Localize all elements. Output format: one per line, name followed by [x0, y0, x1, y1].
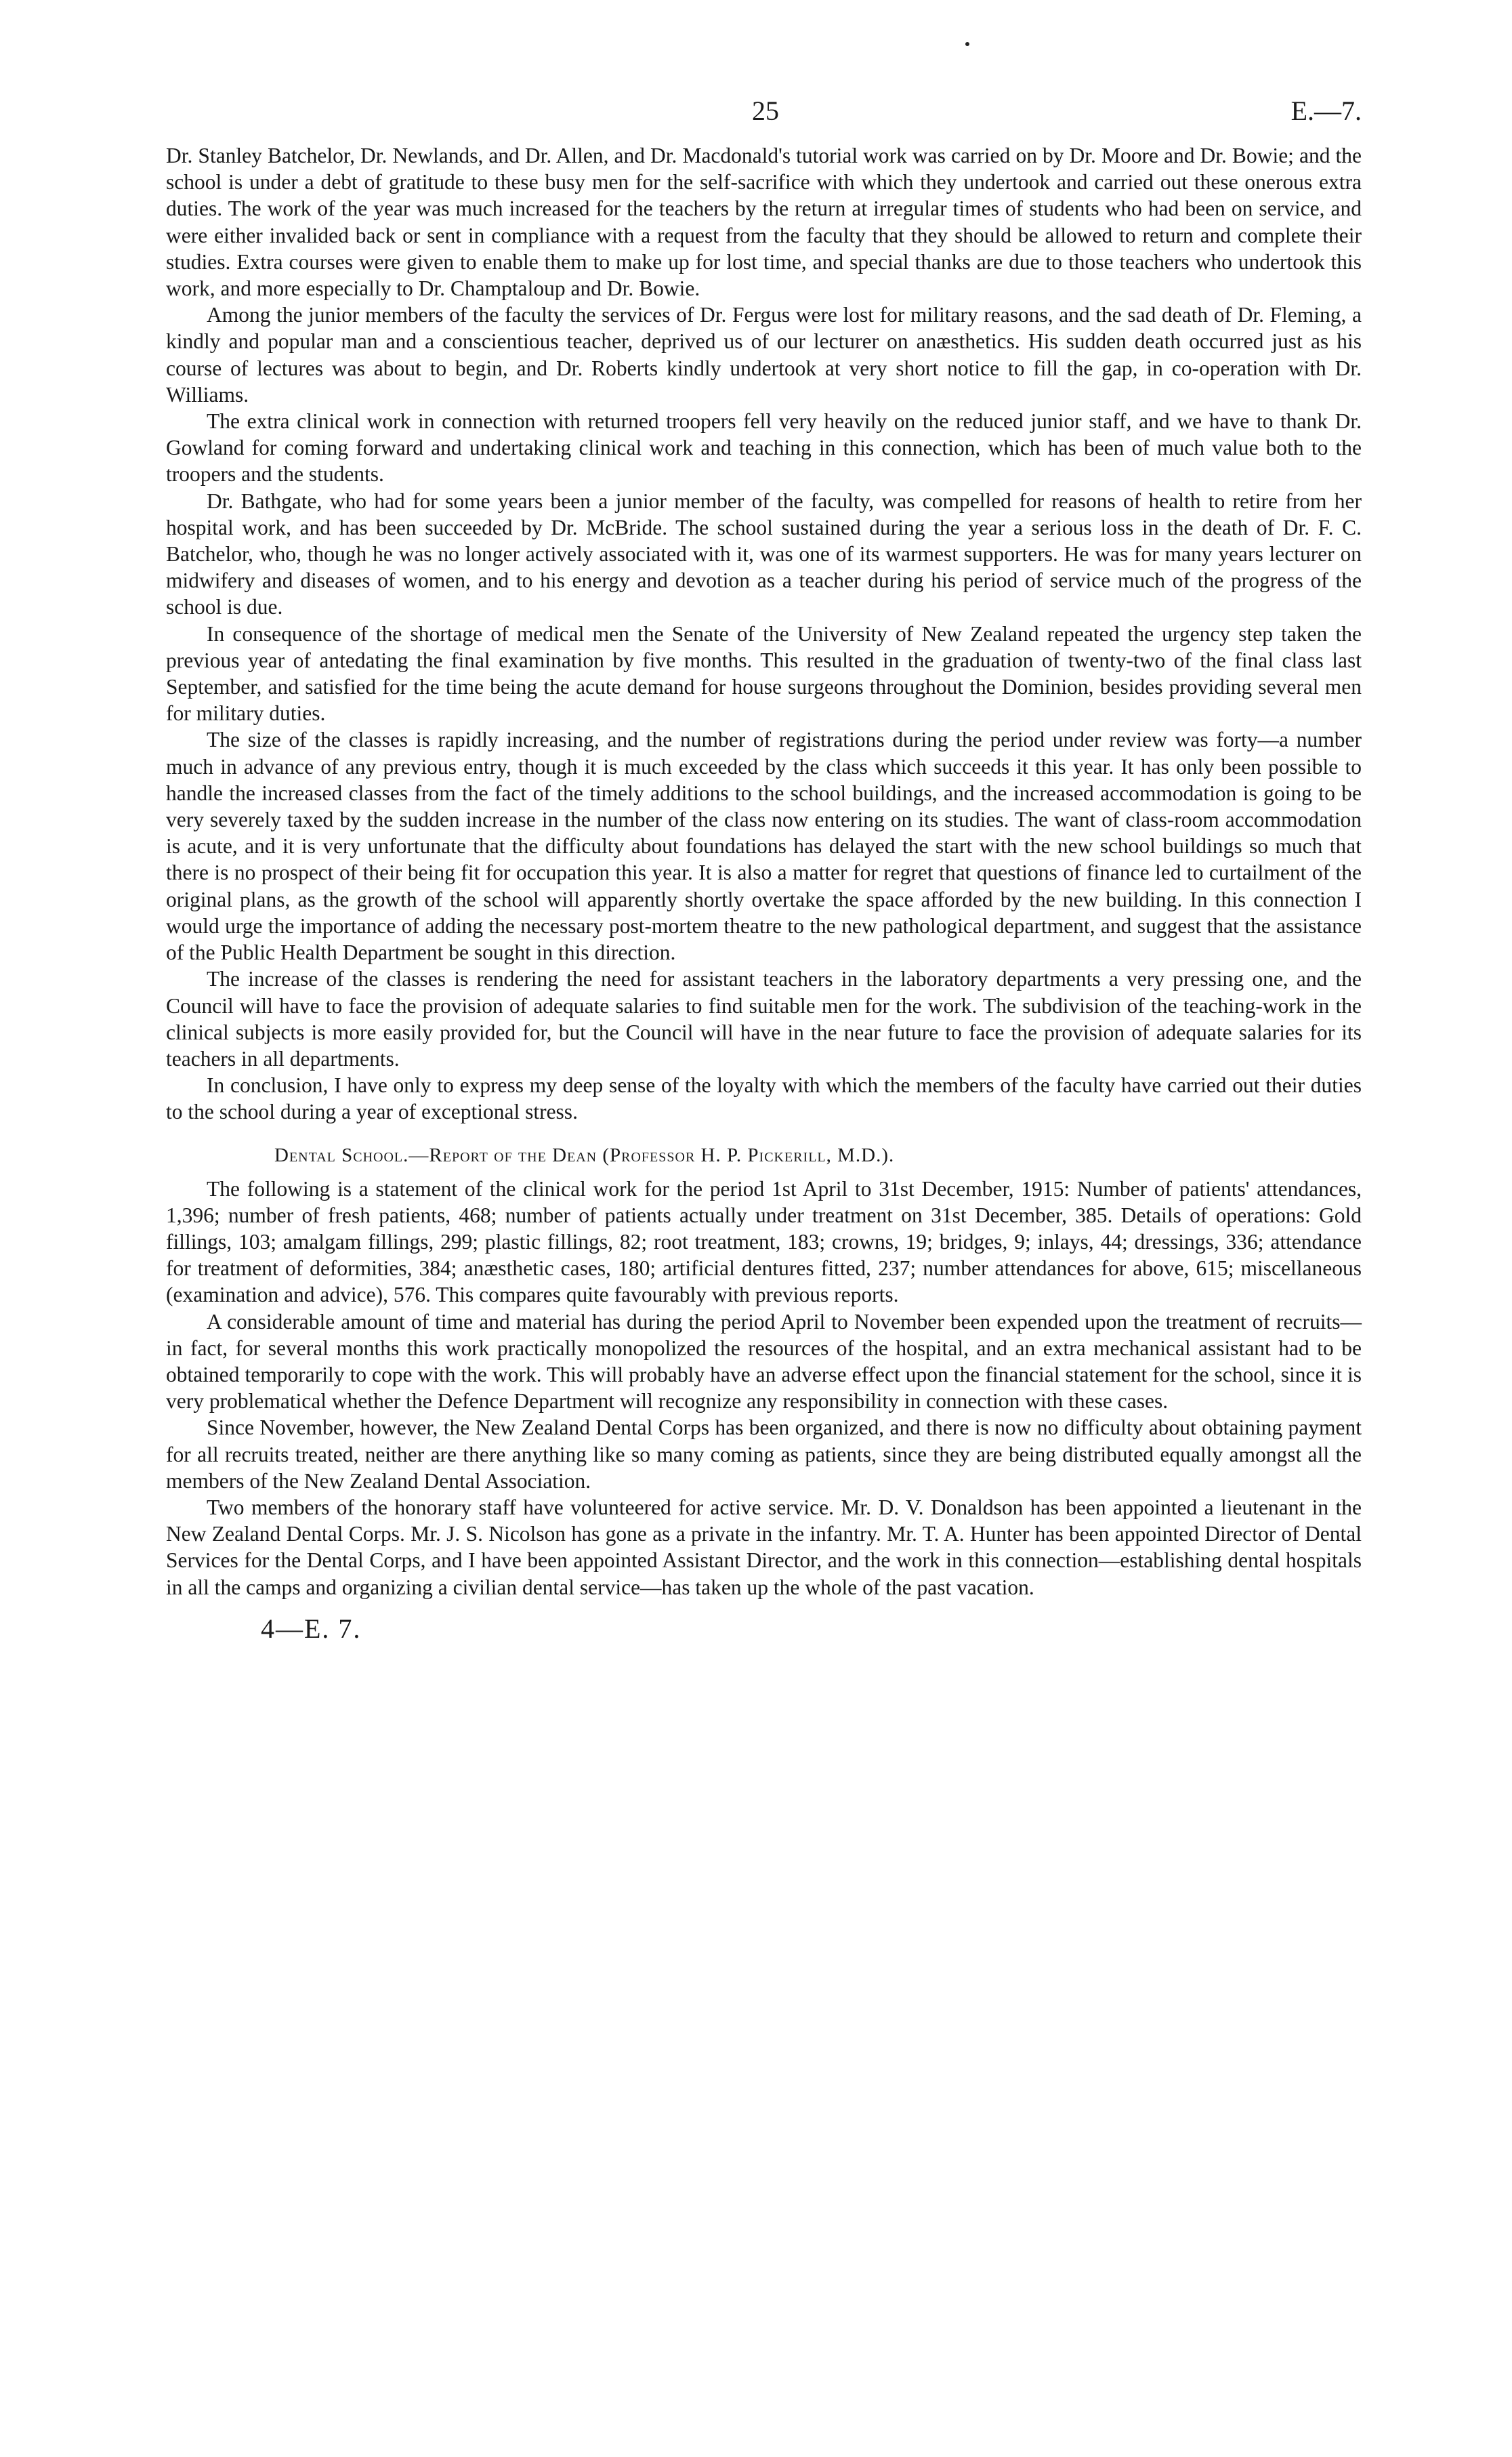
page-number: 25: [752, 96, 779, 126]
paragraph: The size of the classes is rapidly increasing, and the number of registrations during the period under review was forty—a number much in advance of any previous entry, though it is much exceeded by the class which succeeds it this year. It has only been possible to handle the increased classes from the fact of the timely additions to the school buildings, and the increased accommodation is going to be very severely taxed by the sudden increase in the number of the class now entering on its studies. The want of class-room accommodation is acute, and it is very unfortunate that the difficulty about foundations has delayed the start with the new school buildings so much that there is no prospect of their being fit for occupation this year. It is also a matter for regret that questions of finance led to curtailment of the original plans, as the growth of the school will apparently shortly overtake the space afforded by the new building. In this connection I would urge the importance of adding the necessary post-mortem theatre to the new pathological department, and suggest that the assistance of the Public Health Department be sought in this direction.: [166, 728, 1362, 965]
paragraph: In consequence of the shortage of medical men the Senate of the University of New Zealand repeated the urgency step taken the previous year of antedating the final examination by five months. This resulted in the graduation of twenty-two of the final class last September, and satisfied for the time being the acute demand for house surgeons throughout the Dominion, besides providing several men for military duties.: [166, 621, 1362, 726]
series-code: E.—7.: [1290, 96, 1362, 126]
paragraph: A considerable amount of time and material has during the period April to November been expended upon the treatment of recruits—in fact, for several months this work practically monopolized the resources of the hospital, and an extra mechanical assistant had to be obtained temporarily to cope with the work. This will probably have an adverse effect upon the financial statement for the school, since it is very problematical whether the Defence Department will recognize any responsibility in connection with these cases.: [166, 1309, 1362, 1413]
paragraph: In conclusion, I have only to express my deep sense of the loyalty with which the members of the faculty have carried out their duties to the school during a year of exceptional stress.: [166, 1073, 1362, 1124]
dental-school-section: [166, 1176, 1362, 1601]
page-header: [166, 95, 1362, 142]
document-page: [166, 95, 1362, 1645]
paragraph: The extra clinical work in connection with returned troopers fell very heavily on the reduced junior staff, and we have to thank Dr. Gowland for coming forward and undertaking clinical work and teaching in this connection, which has been of much value both to the troopers and the students.: [166, 409, 1362, 487]
paragraph: Two members of the honorary staff have volunteered for active service. Mr. D. V. Donaldson has been appointed a lieutenant in the New Zealand Dental Corps. Mr. J. S. Nicolson has gone as a private in the infantry. Mr. T. A. Hunter has been appointed Director of Dental Services for the Dental Corps, and I have been appointed Assistant Director, and the work in this connection—establishing dental hospitals in all the camps and organizing a civilian dental service—has taken up the whole of the past vacation.: [166, 1495, 1362, 1599]
stray-ink-mark: [965, 42, 969, 46]
paragraph: Dr. Stanley Batchelor, Dr. Newlands, and Dr. Allen, and Dr. Macdonald's tutorial work was carried on by Dr. Moore and Dr. Bowie; and the school is under a debt of gratitude to these busy men for the self-sacrifice with which they undertook and carried out these onerous extra duties. The work of the year was much increased for the teachers by the return at irregular times of students who had been on service, and were either invalided back or sent in compliance with a request from the faculty that they should be allowed to return and complete their studies. Extra courses were given to enable them to make up for lost time, and special thanks are due to those teachers who undertook this work, and more especially to Dr. Champtaloup and Dr. Bowie.: [166, 144, 1362, 301]
signature-code: 4—E. 7.: [261, 1613, 362, 1644]
paragraph: The following is a statement of the clinical work for the period 1st April to 31st December, 1915: Number of patients' attendances, 1,396; number of fresh patients, 468; number of patients actually under treatment on 31st December, 385. Details of operations: Gold fillings, 103; amalgam fillings, 299; plastic fillings, 82; root treatment, 183; crowns, 19; bridges, 9; inlays, 44; dressings, 336; attendance for treatment of deformities, 384; anæsthetic cases, 180; artificial dentures fitted, 237; number attendances for above, 615; miscellaneous (examination and advice), 576. This compares quite favourably with previous reports.: [166, 1176, 1362, 1307]
dental-school-heading: Dental School.—Report of the Dean (Professor H. P. Pickerill, M.D.).: [274, 1144, 895, 1166]
paragraph: Since November, however, the New Zealand Dental Corps has been organized, and there is now no difficulty about obtaining payment for all recruits treated, neither are there anything like so many coming as patients, since they are being distributed equally amongst all the members of the New Zealand Dental Association.: [166, 1416, 1362, 1493]
paragraph: Among the junior members of the faculty the services of Dr. Fergus were lost for military reasons, and the sad death of Dr. Fleming, a kindly and popular man and a conscientious teacher, deprived us of our lecturer on anæsthetics. His sudden death occurred just as his course of lectures was about to begin, and Dr. Roberts kindly undertook at very short notice to fill the gap, in co-operation with Dr. Williams.: [166, 303, 1362, 407]
medical-school-section: [166, 142, 1362, 1126]
paragraph: Dr. Bathgate, who had for some years been a junior member of the faculty, was compelled for reasons of health to retire from her hospital work, and has been succeeded by Dr. McBride. The school sustained during the year a serious loss in the death of Dr. F. C. Batchelor, who, though he was no longer actively associated with it, was one of its warmest supporters. He was for many years lecturer on midwifery and diseases of women, and to his energy and devotion as a teacher during his period of service much of the progress of the school is due.: [166, 489, 1362, 619]
paragraph: The increase of the classes is rendering the need for assistant teachers in the laboratory departments a very pressing one, and the Council will have to face the provision of adequate salaries to find suitable men for the work. The subdivision of the teaching-work in the clinical subjects is more easily provided for, but the Council will have in the near future to face the provision of adequate salaries for its teachers in all departments.: [166, 967, 1362, 1071]
